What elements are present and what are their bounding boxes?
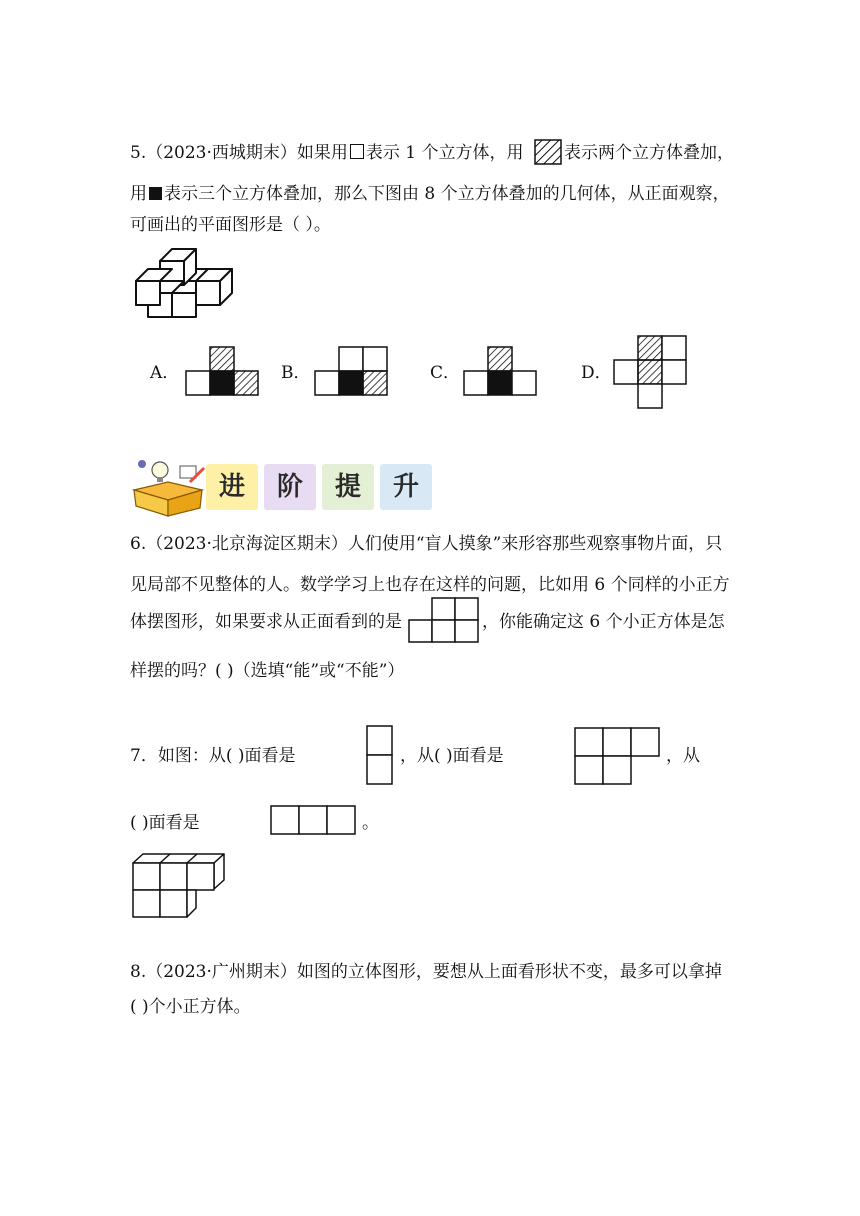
option-a-label[interactable]: A． — [150, 363, 180, 383]
q5-text-a: 5.（2023·西城期末）如果用 — [130, 143, 348, 163]
q7-line1-c: ，从 — [666, 746, 700, 766]
treasure-box-bulb-icon — [128, 456, 208, 518]
q7-view3-figure — [270, 805, 358, 837]
q8-line1: 8.（2023·广州期末）如图的立体图形，要想从上面看形状不变，最多可以拿掉 — [130, 962, 722, 982]
q5-line1 — [130, 141, 524, 165]
q6-line3-a: 体摆图形，如果要求从正面看到的是 — [130, 612, 402, 632]
q5-cube-figure — [134, 247, 244, 327]
q7-line1-b: ，从( )面看是 — [400, 746, 504, 766]
q5-text-d: 用 — [130, 184, 147, 204]
q5-text-c: 表示两个立方体叠加， — [564, 143, 734, 163]
option-b-label[interactable]: B． — [281, 363, 311, 383]
section-banner — [128, 456, 444, 518]
q6-front-view-figure — [408, 597, 480, 645]
q7-line2-b: 。 — [362, 813, 379, 833]
option-c-figure[interactable] — [463, 346, 538, 396]
filled-square-icon — [149, 187, 162, 200]
q7-cube-figure — [132, 853, 232, 919]
q6-line1: 6.（2023·北京海淀区期末）人们使用“盲人摸象”来形容那些观察事物片面，只 — [130, 534, 723, 554]
q5-line1-end — [564, 141, 734, 165]
q6-line2: 见局部不见整体的人。数学学习上也存在这样的问题，比如用 6 个同样的小正方 — [130, 575, 730, 595]
q6-line4: 样摆的吗？( )（选填“能”或“不能”） — [130, 661, 405, 681]
banner-char-2: 阶 — [264, 464, 316, 510]
option-a-figure[interactable] — [185, 346, 260, 396]
q6-line3-b: ，你能确定这 6 个小正方体是怎 — [482, 612, 725, 632]
banner-char-4: 升 — [380, 464, 432, 510]
q7-line2-a: ( )面看是 — [130, 813, 200, 833]
option-d-label[interactable]: D． — [581, 363, 612, 383]
empty-square-icon — [350, 144, 364, 159]
q5-line2 — [130, 182, 730, 206]
option-c-label[interactable]: C． — [430, 363, 461, 383]
q5-text-e: 表示三个立方体叠加，那么下图由 8 个立方体叠加的几何体，从正面观察， — [164, 184, 730, 204]
option-d-figure[interactable] — [613, 335, 688, 410]
banner-char-1: 进 — [206, 464, 258, 510]
q7-line1-a: 7．如图：从( )面看是 — [130, 746, 296, 766]
q5-text-b: 表示 1 个立方体，用 — [365, 143, 524, 163]
option-b-figure[interactable] — [314, 346, 389, 396]
q7-view1-figure — [366, 725, 394, 787]
q5-line3: 可画出的平面图形是（ ）。 — [130, 215, 331, 235]
banner-char-3: 提 — [322, 464, 374, 510]
q8-line2: ( )个小正方体。 — [130, 997, 251, 1017]
q7-view2-figure — [574, 727, 660, 787]
hatched-square-icon — [534, 139, 562, 165]
